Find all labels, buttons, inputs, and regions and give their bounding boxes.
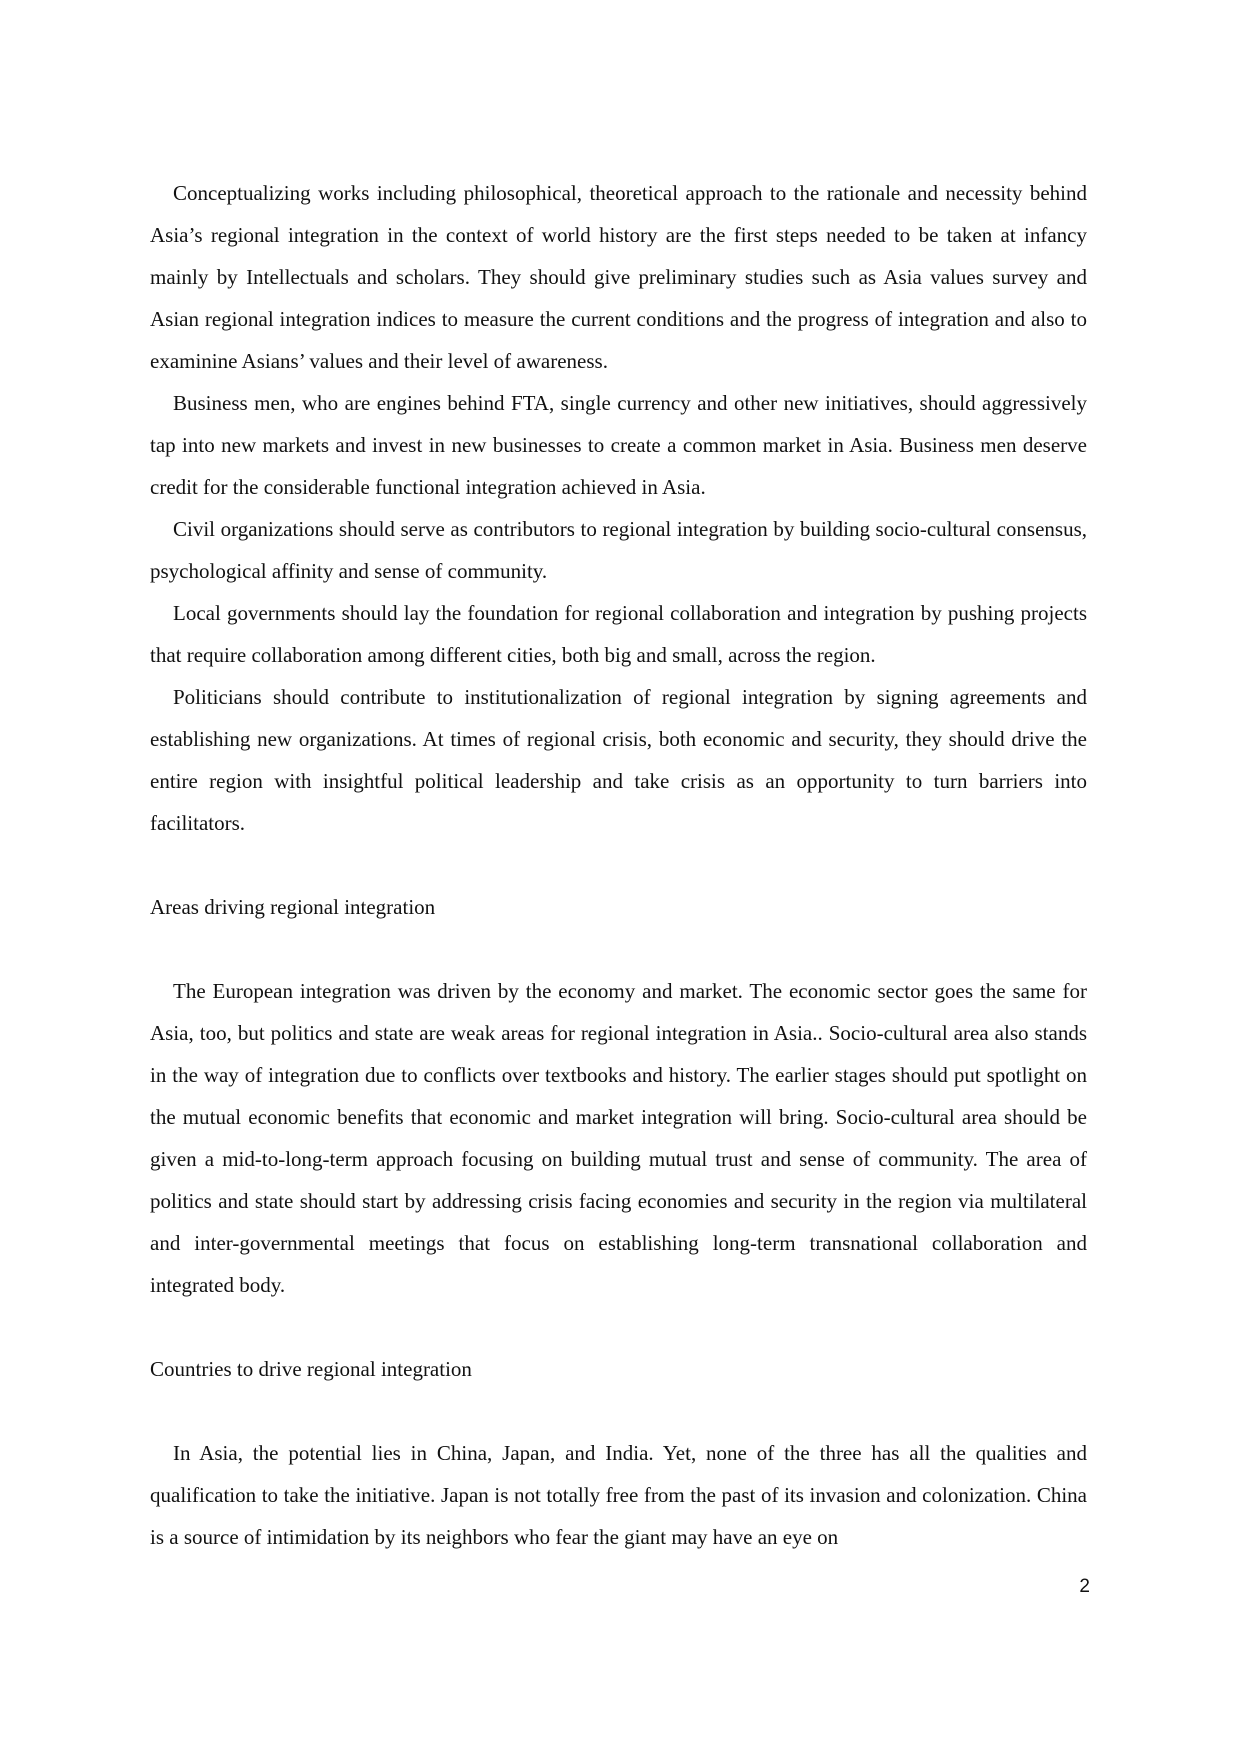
- spacer: [150, 1390, 1087, 1432]
- paragraph-politicians: Politicians should contribute to institutionalization of regional integration by signing agreements and establishing new organizations. At times of regional crisis, both economic and security, they should drive the entire region with insightful political leadership and take crisis as an opportunity to turn barriers into facilitators.: [150, 685, 1087, 835]
- paragraph-european-integration: The European integration was driven by the economy and market. The economic sector goes the same for Asia, too, but politics and state are weak areas for regional integration in Asia.. Socio-cultural area also stands in the way of integration due to conflicts over textbooks and history. The earlier stages should put spotlight on the mutual economic benefits that economic and market integration will bring. Socio-cultural area should be given a mid-to-long-term approach focusing on building mutual trust and sense of community. The area of politics and state should start by addressing crisis facing economies and security in the region via multilateral and inter-governmental meetings that focus on establishing long-term transnational collaboration and integrated body.: [150, 979, 1087, 1297]
- spacer: [150, 844, 1087, 886]
- spacer: [150, 1306, 1087, 1348]
- paragraph-asia-potential: In Asia, the potential lies in China, Japan, and India. Yet, none of the three has all the qualities and qualification to take the initiative. Japan is not totally free from the past of its invasion and colonization. China is a source of intimidation by its neighbors who fear the giant may have an eye on: [150, 1441, 1087, 1549]
- paragraph-business-men: Business men, who are engines behind FTA, single currency and other new initiatives, should aggressively tap into new markets and invest in new businesses to create a common market in Asia. Business men deserve credit for the considerable functional integration achieved in Asia.: [150, 391, 1087, 499]
- page-number: 2: [1079, 1576, 1090, 1597]
- section-heading-areas: Areas driving regional integration: [150, 895, 436, 919]
- page-body: [150, 172, 1087, 1558]
- paragraph-conceptualizing: Conceptualizing works including philosophical, theoretical approach to the rationale and necessity behind Asia’s regional integration in the context of world history are the first steps needed to be taken at infancy mainly by Intellectuals and scholars. They should give preliminary studies such as Asia values survey and Asian regional integration indices to measure the current conditions and the progress of integration and also to examinine Asians’ values and their level of awareness.: [150, 181, 1087, 373]
- section-heading-countries: Countries to drive regional integration: [150, 1357, 472, 1381]
- spacer: [150, 928, 1087, 970]
- paragraph-local-governments: Local governments should lay the foundation for regional collaboration and integration by pushing projects that require collaboration among different cities, both big and small, across the region.: [150, 601, 1087, 667]
- paragraph-civil-organizations: Civil organizations should serve as contributors to regional integration by building socio-cultural consensus, psychological affinity and sense of community.: [150, 517, 1087, 583]
